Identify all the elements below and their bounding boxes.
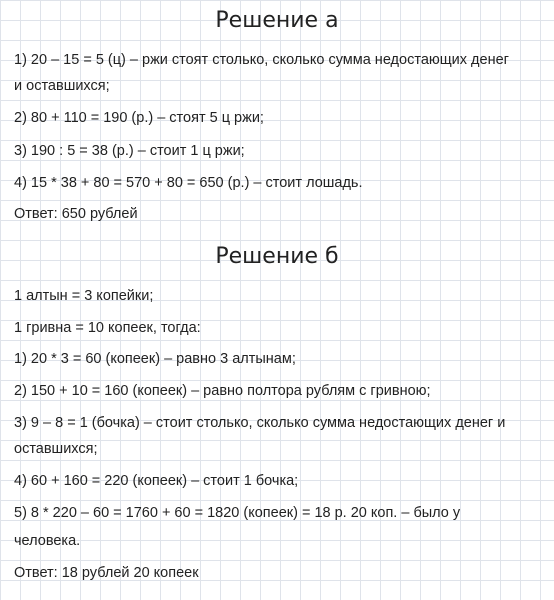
- section-b-line-7: 4) 60 + 160 = 220 (копеек) – стоит 1 бочка;: [14, 473, 299, 489]
- section-b-line-1: 1 алтын = 3 копейки;: [14, 288, 154, 304]
- section-b-line-6: оставшихся;: [14, 441, 98, 457]
- section-a-line-5: 4) 15 * 38 + 80 = 570 + 80 = 650 (р.) – стоит лошадь.: [14, 175, 363, 191]
- section-a-answer: Ответ: 650 рублей: [14, 206, 138, 222]
- section-b-line-3: 1) 20 * 3 = 60 (копеек) – равно 3 алтынам;: [14, 351, 296, 367]
- section-a-line-3: 2) 80 + 110 = 190 (р.) – стоят 5 ц ржи;: [14, 110, 264, 126]
- section-a-line-4: 3) 190 : 5 = 38 (р.) – стоит 1 ц ржи;: [14, 143, 245, 159]
- section-a-line-2: и оставшихся;: [14, 78, 110, 94]
- section-b-line-2: 1 гривна = 10 копеек, тогда:: [14, 320, 201, 336]
- section-b-line-8: 5) 8 * 220 – 60 = 1760 + 60 = 1820 (копеек) = 18 р. 20 коп. – было у: [14, 505, 461, 521]
- section-a-line-1: 1) 20 – 15 = 5 (ц) – ржи стоят столько, сколько сумма недостающих денег: [14, 52, 509, 68]
- section-b-line-5: 3) 9 – 8 = 1 (бочка) – стоит столько, сколько сумма недостающих денег и: [14, 415, 506, 431]
- section-a-title: Решение а: [215, 8, 339, 33]
- section-b-line-4: 2) 150 + 10 = 160 (копеек) – равно полтора рублям с гривною;: [14, 383, 431, 399]
- section-b-line-9: человека.: [14, 533, 81, 549]
- section-b-title: Решение б: [215, 244, 339, 269]
- section-b-answer: Ответ: 18 рублей 20 копеек: [14, 565, 199, 581]
